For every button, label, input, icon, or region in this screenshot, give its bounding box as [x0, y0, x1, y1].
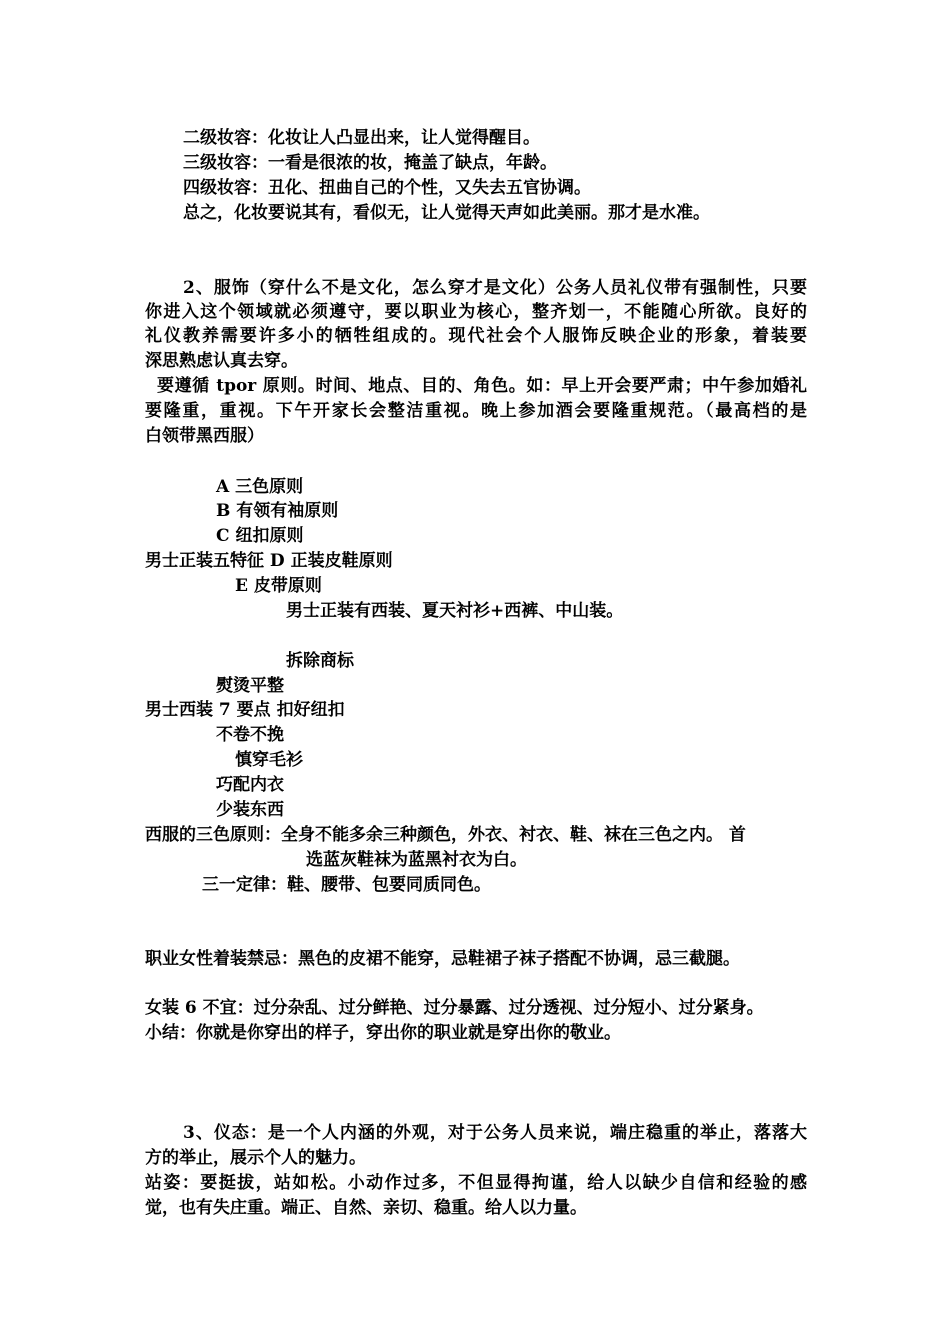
makeup-level-3: 三级妆容：一看是很浓的妆，掩盖了缺点，年龄。: [183, 153, 557, 173]
tpor-line-2: 要隆重，重视。下午开家长会整洁重视。晚上参加酒会要隆重规范。（最高档的是: [145, 401, 807, 421]
women-taboo: 职业女性着装禁忌：黑色的皮裙不能穿，忌鞋裙子袜子搭配不协调，忌三截腿。: [145, 949, 740, 969]
tpor-line-1: 要遵循 tpor 原则。时间、地点、目的、角色。如：早上开会要严肃；中午参加婚礼: [157, 376, 807, 396]
standing-line-1: 站姿：要挺拔，站如松。小动作过多，不但显得拘谨，给人以缺少自信和经验的感: [145, 1173, 807, 1193]
three-one-rule: 三一定律：鞋、腰带、包要同质同色。: [202, 875, 491, 895]
clothing-para-line-3: 礼仪教养需要许多小的牺牲组成的。现代社会个人服饰反映企业的形象，着装要: [145, 326, 807, 346]
clothing-para-line-2: 你进入这个领域就必须遵守，要以职业为核心，整齐划一，不能随心所欲。良好的: [145, 302, 807, 322]
suit-point-6: 巧配内衣: [216, 775, 284, 795]
standing-line-2: 觉，也有失庄重。端正、自然、亲切、稳重。给人以力量。: [145, 1198, 587, 1218]
makeup-summary: 总之，化妆要说其有，看似无，让人觉得天声如此美丽。那才是水准。: [183, 203, 710, 223]
principle-c: C 纽扣原则: [216, 526, 304, 546]
makeup-level-4: 四级妆容：丑化、扭曲自己的个性，又失去五官协调。: [183, 178, 591, 198]
clothing-para-line-1: 2、服饰（穿什么不是文化，怎么穿才是文化）公务人员礼仪带有强制性，只要: [183, 278, 807, 298]
three-color-line-2: 选蓝灰鞋袜为蓝黑衬衣为白。: [306, 850, 527, 870]
suit-point-1: 拆除商标: [286, 651, 354, 671]
three-color-line-1: 西服的三色原则：全身不能多余三种颜色，外衣、衬衣、鞋、袜在三色之内。 首: [145, 825, 746, 845]
makeup-level-2: 二级妆容：化妆让人凸显出来，让人觉得醒目。: [183, 128, 540, 148]
suit-point-5: 慎穿毛衫: [235, 750, 303, 770]
suit-point-7: 少装东西: [216, 800, 284, 820]
suit-point-2: 熨烫平整: [216, 676, 284, 696]
clothing-para-line-4: 深思熟虑认真去穿。: [145, 351, 298, 371]
principle-b: B 有领有袖原则: [216, 501, 339, 521]
suit-point-3: 男士西装 7 要点 扣好纽扣: [145, 700, 345, 720]
men-formal-wear: 男士正装有西装、夏天衬衫+西裤、中山装。: [286, 601, 624, 621]
tpor-line-3: 白领带黑西服）: [145, 426, 264, 446]
suit-point-4: 不卷不挽: [216, 725, 284, 745]
principle-d: 男士正装五特征 D 正装皮鞋原则: [145, 551, 393, 571]
posture-line-1: 3、仪态：是一个人内涵的外观，对于公务人员来说，端庄稳重的举止，落落大: [183, 1123, 807, 1143]
clothing-summary: 小结：你就是你穿出的样子，穿出你的职业就是穿出你的敬业。: [145, 1023, 621, 1043]
women-six-not: 女装 6 不宜：过分杂乱、过分鲜艳、过分暴露、过分透视、过分短小、过分紧身。: [145, 998, 764, 1018]
principle-e: E 皮带原则: [235, 576, 322, 596]
posture-line-2: 方的举止，展示个人的魅力。: [145, 1148, 366, 1168]
principle-a: A 三色原则: [216, 477, 304, 497]
